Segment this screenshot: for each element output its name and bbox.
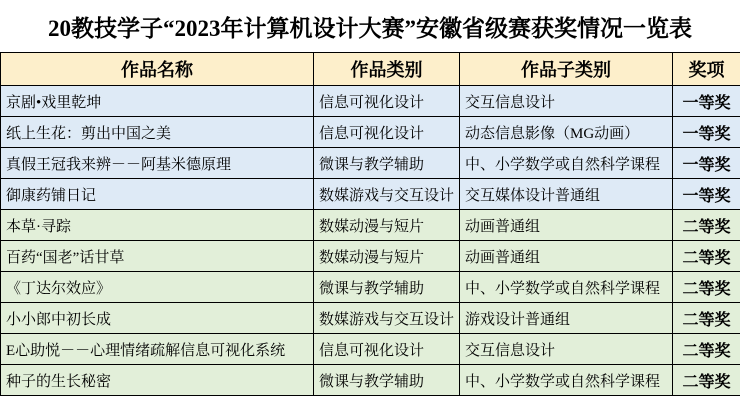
award-cell: 一等奖 xyxy=(673,117,740,148)
subcategory-cell: 动画普通组 xyxy=(460,241,673,272)
award-cell: 一等奖 xyxy=(673,148,740,179)
column-header-work-name: 作品名称 xyxy=(1,53,314,86)
subcategory-cell: 中、小学数学或自然科学课程 xyxy=(460,365,673,396)
work-name-cell: 本草·寻踪 xyxy=(1,210,314,241)
subcategory-cell: 中、小学数学或自然科学课程 xyxy=(460,148,673,179)
subcategory-cell: 交互信息设计 xyxy=(460,334,673,365)
table-row xyxy=(1,272,740,303)
category-cell: 微课与教学辅助 xyxy=(314,365,460,396)
work-name-cell: 御康药铺日记 xyxy=(1,179,314,210)
work-name-cell: 小小郎中初长成 xyxy=(1,303,314,334)
category-cell: 微课与教学辅助 xyxy=(314,148,460,179)
category-cell: 数媒游戏与交互设计 xyxy=(314,179,460,210)
category-cell: 数媒动漫与短片 xyxy=(314,241,460,272)
work-name-cell: 纸上生花：剪出中国之美 xyxy=(1,117,314,148)
subcategory-cell: 游戏设计普通组 xyxy=(460,303,673,334)
subcategory-cell: 交互媒体设计普通组 xyxy=(460,179,673,210)
award-cell: 二等奖 xyxy=(673,334,740,365)
award-cell: 二等奖 xyxy=(673,241,740,272)
category-cell: 信息可视化设计 xyxy=(314,117,460,148)
subcategory-cell: 动画普通组 xyxy=(460,210,673,241)
column-header-category: 作品类别 xyxy=(314,53,460,86)
work-name-cell: 百药“国老”话甘草 xyxy=(1,241,314,272)
award-cell: 二等奖 xyxy=(673,365,740,396)
subcategory-cell: 交互信息设计 xyxy=(460,86,673,117)
work-name-cell: E心助悦－－心理情绪疏解信息可视化系统 xyxy=(1,334,314,365)
category-cell: 数媒游戏与交互设计 xyxy=(314,303,460,334)
category-cell: 信息可视化设计 xyxy=(314,86,460,117)
awards-table xyxy=(0,52,740,396)
award-cell: 一等奖 xyxy=(673,179,740,210)
subcategory-cell: 中、小学数学或自然科学课程 xyxy=(460,272,673,303)
table-row xyxy=(1,365,740,396)
award-cell: 二等奖 xyxy=(673,272,740,303)
work-name-cell: 《丁达尔效应》 xyxy=(1,272,314,303)
table-row xyxy=(1,86,740,117)
table-row xyxy=(1,210,740,241)
table-row xyxy=(1,117,740,148)
subcategory-cell: 动态信息影像（MG动画） xyxy=(460,117,673,148)
table-header-row xyxy=(1,53,740,86)
work-name-cell: 京剧•戏里乾坤 xyxy=(1,86,314,117)
column-header-subcategory: 作品子类别 xyxy=(460,53,673,86)
table-row xyxy=(1,148,740,179)
award-cell: 一等奖 xyxy=(673,86,740,117)
page-title-bar xyxy=(0,0,740,52)
column-header-award: 奖项 xyxy=(673,53,740,86)
table-row xyxy=(1,241,740,272)
category-cell: 微课与教学辅助 xyxy=(314,272,460,303)
table-row xyxy=(1,334,740,365)
work-name-cell: 种子的生长秘密 xyxy=(1,365,314,396)
category-cell: 数媒动漫与短片 xyxy=(314,210,460,241)
category-cell: 信息可视化设计 xyxy=(314,334,460,365)
work-name-cell: 真假王冠我来辨－－阿基米德原理 xyxy=(1,148,314,179)
table-row xyxy=(1,303,740,334)
table-row xyxy=(1,179,740,210)
award-cell: 二等奖 xyxy=(673,210,740,241)
page-title: 20教技学子“2023年计算机设计大赛”安徽省级赛获奖情况一览表 xyxy=(48,15,692,41)
award-cell: 二等奖 xyxy=(673,303,740,334)
